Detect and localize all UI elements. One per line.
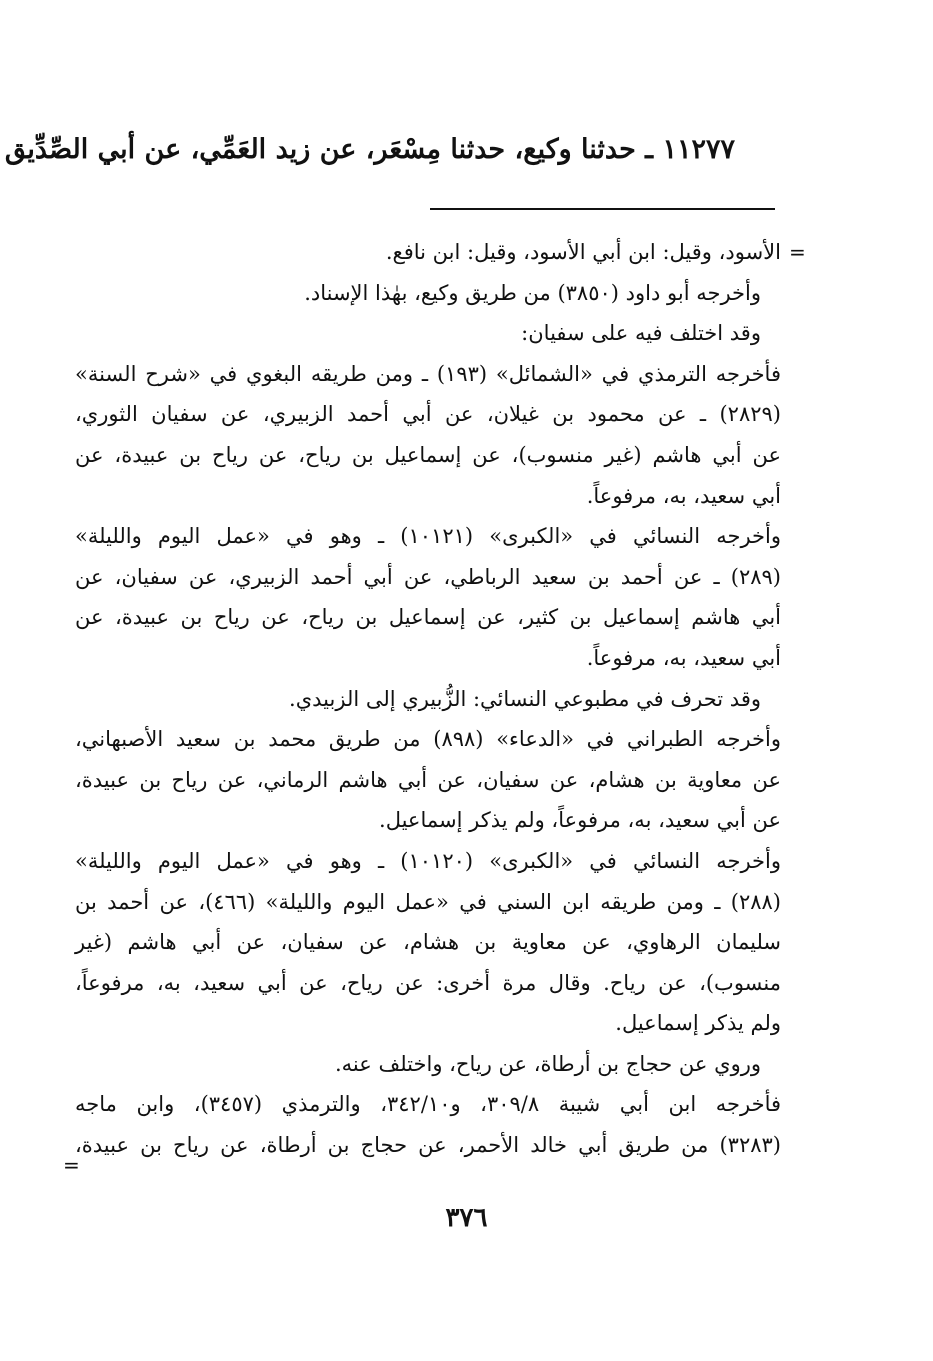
page-number: ٣٧٦ — [445, 1203, 488, 1233]
footnote-line: وروي عن حجاج بن أرطاة، عن رياح، واختلف عنه. — [335, 1051, 761, 1076]
footnote-line: وقد اختلف فيه على سفيان: — [521, 321, 761, 346]
footnote-line: وأخرجه النسائي في «الكبرى» (١٠١٢٠) ـ وهو في «عمل اليوم والليلة» — [75, 848, 781, 873]
footnote-line: منسوب)، عن رياح. وقال مرة أخرى: عن رياح، عن أبي سعيد، به، مرفوعاً، — [75, 970, 781, 995]
footnote-line: (٢٨٨) ـ ومن طريقه ابن السني في «عمل اليوم والليلة» (٤٦٦)، عن أحمد بن — [75, 889, 781, 914]
footnote-line: عن معاوية بن هشام، عن سفيان، عن أبي هاشم الرماني، عن رياح بن عبيدة، — [75, 767, 781, 792]
footnote-line: وأخرجه أبو داود (٣٨٥٠) من طريق وكيع، بهٰذا الإسناد. — [304, 280, 761, 305]
footnote-line: (٢٨٩) ـ عن أحمد بن سعيد الرباطي، عن أبي أحمد الزبيري، عن سفيان، عن — [75, 564, 781, 589]
footnote-line: سليمان الرهاوي، عن معاوية بن هشام، عن سفيان، عن أبي هاشم (غير — [75, 930, 781, 955]
footnote-line: الأسود، وقيل: ابن أبي الأسود، وقيل: ابن نافع. — [385, 240, 781, 264]
footnote-line: وقد تحرف في مطبوعي النسائي: الزُّبيري إلى الزبيدي. — [289, 686, 761, 711]
footnote-line: فأخرجه ابن أبي شيبة ٣٠٩/٨، و٣٤٢/١٠، والترمذي (٣٤٥٧)، وابن ماجه — [75, 1092, 782, 1117]
footnote-line: (٣٢٨٣) من طريق أبي خالد الأحمر، عن حجاج بن أرطاة، عن رياح بن عبيدة، — [75, 1133, 781, 1158]
footnote-line: عن أبي سعيد، به، مرفوعاً، ولم يذكر إسماعيل. — [379, 808, 781, 833]
footnote-line: وأخرجه النسائي في «الكبرى» (١٠١٢١) ـ وهو في «عمل اليوم والليلة» — [75, 524, 781, 549]
footnote-line: أبي سعيد، به، مرفوعاً. — [586, 483, 781, 508]
footnote-line: عن أبي هاشم (غير منسوب)، عن إسماعيل بن رياح، عن رياح بن عبيدة، عن — [75, 442, 781, 467]
footnote-separator — [430, 208, 775, 210]
footnotes — [75, 232, 781, 1166]
footnote-line: (٢٨٢٩) ـ عن محمود بن غيلان، عن أبي أحمد الزبيري، عن سفيان الثوري، — [75, 402, 781, 427]
footnote-line: أبي هاشم إسماعيل بن كثير، عن إسماعيل بن رياح، عن رياح بن عبيدة، عن — [75, 605, 781, 630]
continuation-mark-top: = — [789, 240, 806, 264]
continuation-mark-bottom: = — [63, 1153, 80, 1177]
footnote-line: فأخرجه الترمذي في «الشمائل» (١٩٣) ـ ومن طريقه البغوي في «شرح السنة» — [75, 361, 781, 386]
footnote-line: أبي سعيد، به، مرفوعاً. — [586, 645, 781, 670]
hadith-text: ١١٢٧٧ ـ حدثنا وكيع، حدثنا مِسْعَر، عن زيد العَمِّي، عن أبي الصِّدِّيق — [4, 134, 735, 165]
footnote-line: وأخرجه الطبراني في «الدعاء» (٨٩٨) من طريق محمد بن سعيد الأصبهاني، — [75, 727, 781, 752]
footnote-line: ولم يذكر إسماعيل. — [615, 1011, 781, 1036]
